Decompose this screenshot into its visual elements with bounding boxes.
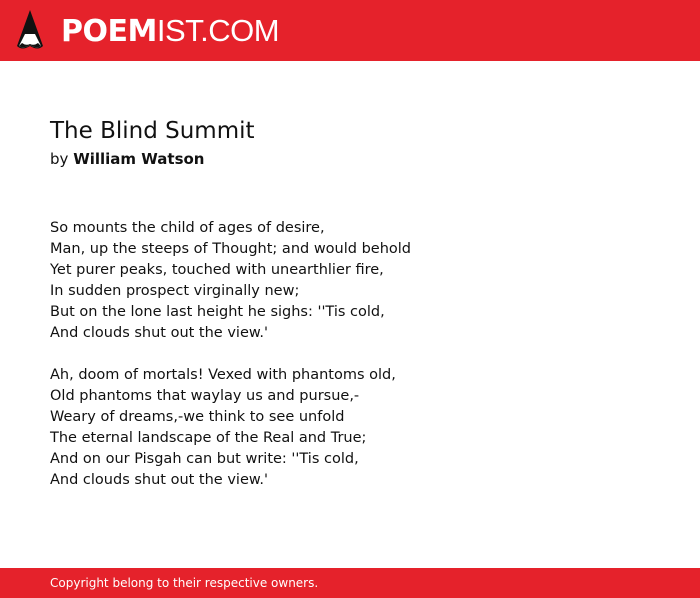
copyright-text: Copyright belong to their respective owners. — [50, 576, 319, 590]
poem-line: And clouds shut out the view.' — [50, 325, 268, 341]
poem-line: The eternal landscape of the Real and True; — [50, 430, 367, 446]
poem-line: But on the lone last height he sighs: ''Tis cold, — [50, 304, 385, 320]
poem-line: And clouds shut out the view.' — [50, 472, 268, 488]
stanza — [50, 218, 650, 344]
stanza — [50, 365, 650, 491]
poem-line: Old phantoms that waylay us and pursue,- — [50, 388, 360, 404]
poem-body — [50, 218, 650, 512]
pencil-logo-icon[interactable] — [17, 10, 43, 52]
logo-bold-text: POEM — [61, 14, 157, 49]
poem-line: Yet purer peaks, touched with unearthlier fire, — [50, 262, 384, 278]
poem-line: In sudden prospect virginally new; — [50, 283, 300, 299]
site-logo[interactable] — [61, 13, 279, 49]
site-footer — [0, 568, 700, 598]
poem-title: The Blind Summit — [50, 118, 255, 144]
poem-line: Weary of dreams,-we think to see unfold — [50, 409, 345, 425]
poem-line: So mounts the child of ages of desire, — [50, 220, 325, 236]
poem-line: Man, up the steeps of Thought; and would behold — [50, 241, 411, 257]
byline — [50, 148, 205, 170]
poem-line: And on our Pisgah can but write: ''Tis cold, — [50, 451, 359, 467]
author-name: William Watson — [73, 150, 205, 168]
logo-light-text: IST.COM — [156, 13, 280, 48]
by-label: by — [50, 150, 69, 168]
site-header — [0, 0, 700, 61]
poem-line: Ah, doom of mortals! Vexed with phantoms old, — [50, 367, 396, 383]
